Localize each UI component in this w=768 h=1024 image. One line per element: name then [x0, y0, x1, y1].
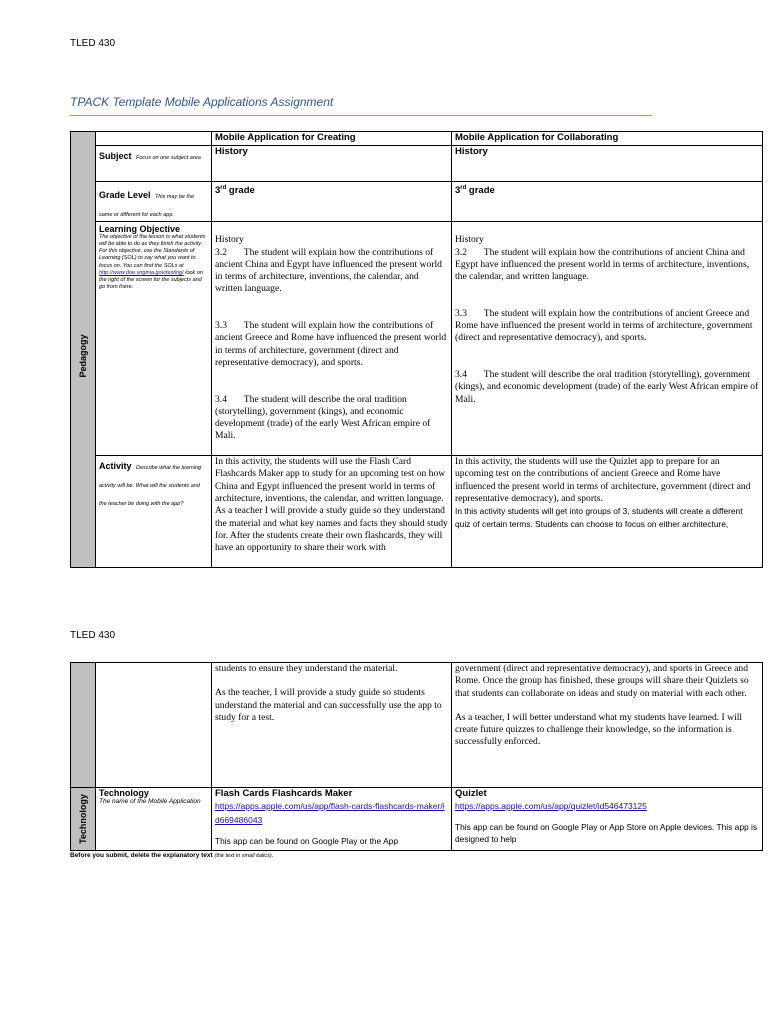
collab-app-text: This app can be found on Google Play or App Store on Apple devices. This app is designed to help [455, 822, 758, 845]
objective-creating [212, 222, 452, 456]
technology-collaborating-cell [452, 788, 763, 851]
activity-collab-serif: In this activity, the students will use the Quizlet app to prepare for an upcoming test on the contributions of ancient Greece and Rome have influenced the present world in terms of architecture, government (direct and representative democracy), and sports. [455, 456, 751, 504]
technology-note: The name of the Mobile Application [99, 798, 201, 805]
objective-collab-3-3: 3.3 The student will explain how the contributions of ancient Greece and Rome have influenced the present world in terms of architecture, government (direct and representative democracy), and sports. [455, 307, 753, 344]
sol-link[interactable]: http://www.doe.virginia.gov/testing/ [99, 269, 184, 276]
technology-creating-cell [212, 788, 452, 851]
collab-app-name: Quizlet [455, 788, 487, 799]
grade-creating: 3rd grade [212, 182, 452, 222]
activity-collab-cont-1: government (direct and representative democracy), and sports in Greece and Rome. Once the group has finished, these groups will share their Quizlets so that students can collaborate on ideas and study on material with each other. [455, 663, 749, 699]
subject-label: Subject [99, 151, 132, 161]
objective-creating-3-4: 3.4 The student will describe the oral tradition (storytelling), government (kings), and economic development (trade) of the early West African empire of Mali. [215, 393, 431, 442]
subject-label-cell [96, 146, 212, 182]
activity-creating-cell [212, 456, 452, 568]
collab-app-link[interactable]: https://apps.apple.com/us/app/quizlet/id546473125 [455, 801, 647, 811]
subject-note: Focus on one subject area [135, 155, 201, 161]
column-header-collaborating: Mobile Application for Collaborating [452, 132, 763, 146]
objective-creating-3-3: 3.3 The student will explain how the contributions of ancient Greece and Rome have influenced the present world in terms of architecture, government (direct and representative democracy), and sports. [215, 320, 447, 368]
creating-app-text: This app can be found on Google Play or the App [215, 836, 398, 846]
grade-label: Grade Level [99, 190, 151, 200]
activity-creating-cont-2: As the teacher, I will provide a study guide so students understand the material and can successfully use the app to study for a test. [215, 687, 442, 723]
page-header: TLED 430 [70, 38, 116, 49]
activity-label: Activity [99, 461, 132, 472]
tpack-table-page1 [70, 131, 763, 568]
grade-note: This may be the same or different for each app. [99, 194, 195, 218]
corner-cell [71, 132, 96, 146]
document-title: TPACK Template Mobile Applications Assignment [70, 95, 334, 109]
grade-collaborating: 3rd grade [452, 182, 763, 222]
activity-creating-cont-1: students to ensure they understand the material. [215, 663, 398, 674]
objective-label-cell [96, 222, 212, 456]
activity-creating: In this activity, the students will use the Flash Card Flashcards Maker app to study for an upcoming test on how China and Egypt influenced the present world in terms of architecture, inventions, the calendar, and written language. As a teacher I will provide a study guide so they understand the material and what key names and facts they should study for. After the students create their own flashcards, they will have an opportunity to share their work with [215, 456, 448, 554]
title-rule [70, 115, 652, 116]
grade-label-cell [96, 182, 212, 222]
corner-label-cell [96, 132, 212, 146]
page2-header: TLED 430 [70, 630, 116, 641]
footnote: Before you submit, delete the explanatory text (the text in small italics). [70, 852, 274, 859]
objective-collab-3-2: History 3.2 The student will explain how the contributions of ancient China and Egypt have influenced the present world in terms of architecture, inventions, the calendar, and written language. [455, 234, 750, 283]
creating-app-link[interactable]: https://apps.apple.com/us/app/flash-cards-flashcards-maker/id669486043 [215, 801, 445, 825]
technology-label-cell [96, 788, 212, 851]
pedagogy-label: Pedagogy [78, 334, 88, 378]
technology-side-cell [71, 788, 96, 851]
objective-collaborating [452, 222, 763, 456]
activity-creating-continued [212, 663, 452, 788]
objective-label: Learning Objective [99, 224, 181, 234]
tpack-table-page2 [70, 662, 763, 851]
column-header-creating: Mobile Application for Creating [212, 132, 452, 146]
objective-creating-3-2: History 3.2 The student will explain how the contributions of ancient China and Egypt have influenced the present world in terms of architecture, inventions, the calendar, and written language. [215, 234, 442, 295]
subject-creating: History [212, 146, 452, 182]
activity-label-cell [96, 456, 212, 568]
activity-collab-continued [452, 663, 763, 788]
activity-collab-sans: In this activity students will get into groups of 3, students will create a different quiz of certain terms. Students can choose to focus on either architecture, [455, 506, 743, 529]
creating-app-name: Flash Cards Flashcards Maker [215, 788, 353, 799]
activity-collab-cont-2: As a teacher, I will better understand what my students have learned. I will create future quizzes to challenge their knowledge, so the information is successfully enforced. [455, 711, 743, 748]
technology-row-label: Technology [99, 788, 149, 798]
technology-label: Technology [78, 794, 88, 844]
objective-collab-3-4: 3.4 The student will describe the oral tradition (storytelling), government (kings), and economic development (trade) of the early West African empire of Mali. [455, 368, 759, 405]
pedagogy-continued-side-cell [71, 663, 96, 788]
activity-collaborating-cell [452, 456, 763, 568]
activity-note: Describe what the learning activity will be. What will the students and the teacher be doing with the app? [99, 465, 202, 508]
pedagogy-side-cell [71, 146, 96, 568]
objective-note: The objective of the lesson is what students will be able to do as they finish the activity. For this objective, use the Standards of Learning (SOL) to say what you want to focus on. You can find the SOLs at http://www.doe.virginia.gov/testing/ look on the right of the screen for the subjects and go from there. [99, 234, 206, 290]
pedagogy-continued-label-cell [96, 663, 212, 788]
subject-collaborating: History [452, 146, 763, 182]
